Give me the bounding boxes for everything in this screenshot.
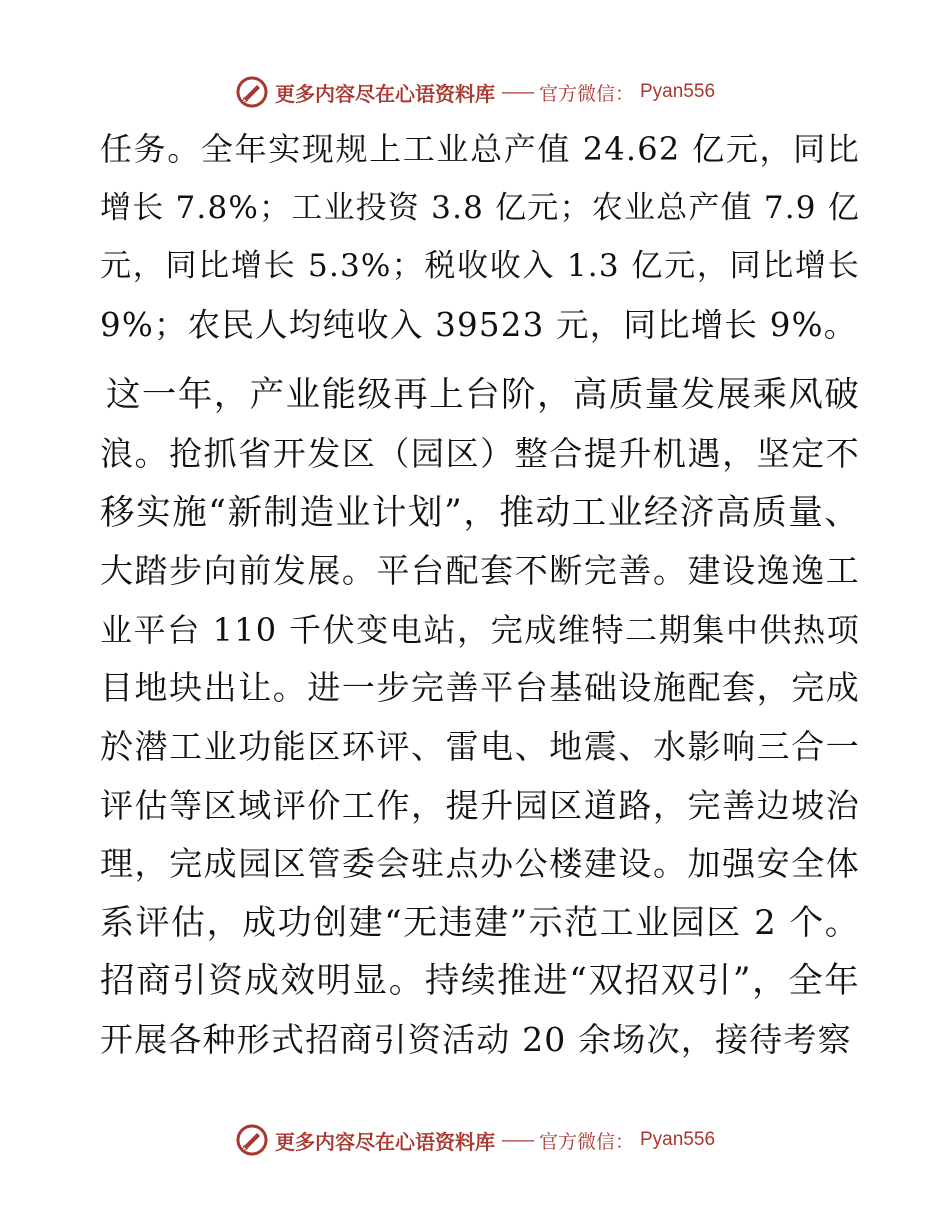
pen-logo-icon bbox=[235, 1123, 269, 1157]
paragraph-2 bbox=[100, 366, 860, 1069]
text-line: 评估等区域评价工作，提升园区道路，完善边坡治 bbox=[100, 785, 860, 825]
watermark-brand-text: 更多内容尽在心语资料库 bbox=[274, 81, 495, 106]
pen-logo-icon bbox=[235, 75, 269, 109]
text-line: 浪。抢抓省开发区（园区）整合提升机遇，坚定不 bbox=[100, 433, 860, 473]
watermark-dash: —— bbox=[500, 81, 533, 103]
document-body bbox=[100, 120, 860, 1070]
text-line: 理，完成园区管委会驻点办公楼建设。加强安全体 bbox=[100, 844, 860, 884]
paragraph-1 bbox=[100, 120, 860, 354]
watermark-wechat-id: Pyan556 bbox=[640, 1129, 716, 1150]
text-line: 开展各种形式招商引资活动 20 余场次，接待考察 bbox=[100, 1019, 852, 1059]
text-line: 招商引资成效明显。持续推进“双招双引”，全年 bbox=[100, 961, 860, 1002]
text-line: 9%；农民人均纯收入 39523 元，同比增长 9%。 bbox=[100, 305, 858, 344]
watermark-dash: —— bbox=[500, 1129, 533, 1151]
text-line: 元，同比增长 5.3%；税收收入 1.3 亿元，同比增长 bbox=[100, 248, 860, 285]
text-line: 目地块出让。进一步完善平台基础设施配套，完成 bbox=[100, 668, 860, 708]
watermark-wechat-label: 官方微信： bbox=[538, 1130, 634, 1153]
text-line: 业平台 110 千伏变电站，完成维特二期集中供热项 bbox=[100, 610, 860, 649]
watermark-header bbox=[0, 72, 950, 112]
text-line: 这一年，产业能级再上台阶，高质量发展乘风破 bbox=[106, 375, 860, 416]
text-line: 於潜工业功能区环评、雷电、地震、水影响三合一 bbox=[100, 726, 860, 766]
watermark-wechat-id: Pyan556 bbox=[640, 81, 716, 102]
text-line: 增长 7.8%；工业投资 3.8 亿元；农业总产值 7.9 亿 bbox=[100, 189, 860, 226]
watermark-brand-text: 更多内容尽在心语资料库 bbox=[274, 1129, 495, 1154]
text-line: 系评估，成功创建“无违建”示范工业园区 2 个。 bbox=[100, 902, 860, 943]
text-line: 任务。全年实现规上工业总产值 24.62 亿元，同比 bbox=[100, 130, 860, 168]
text-line: 移实施“新制造业计划”，推动工业经济高质量、 bbox=[100, 492, 860, 533]
watermark-wechat-label: 官方微信： bbox=[538, 82, 634, 105]
watermark-footer bbox=[0, 1120, 950, 1160]
text-line: 大踏步向前发展。平台配套不断完善。建设逸逸工 bbox=[100, 551, 860, 591]
